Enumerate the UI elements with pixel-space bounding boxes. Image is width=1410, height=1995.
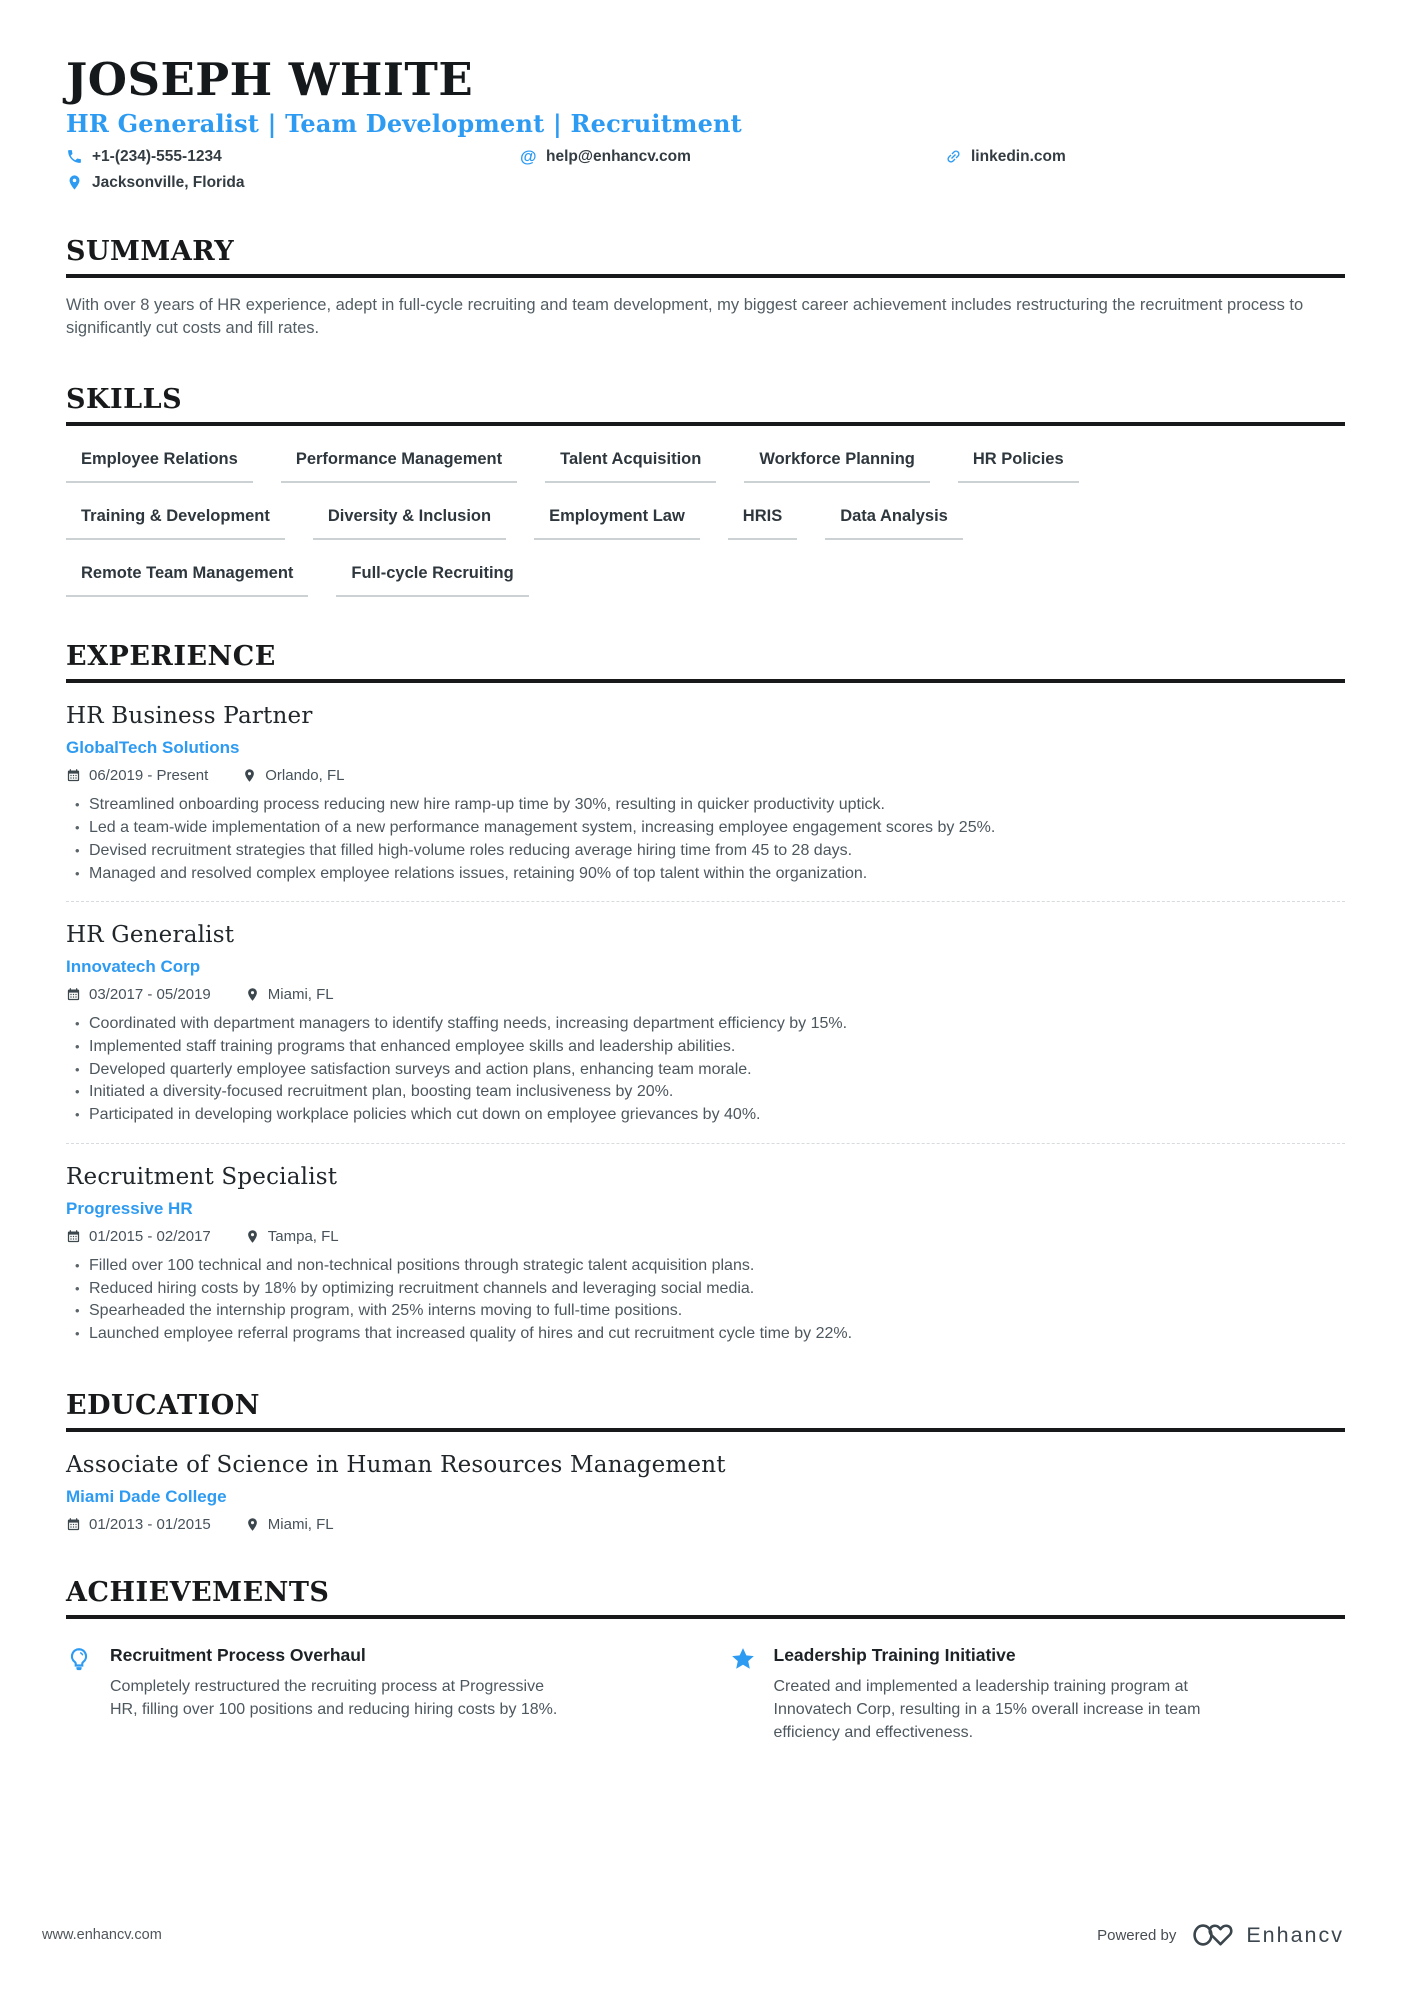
- bullet-dot: •: [75, 1039, 80, 1055]
- location-pin-icon: [245, 987, 260, 1002]
- bullet-item: • Spearheaded the internship program, with 25% interns moving to full-time positions.: [66, 1300, 1345, 1323]
- bullet-item: • Initiated a diversity-focused recruitment plan, boosting team inclusiveness by 20%.: [66, 1081, 1345, 1104]
- calendar-icon: [66, 1229, 81, 1244]
- bullet-dot: •: [75, 1303, 80, 1319]
- job-bullets: [66, 1255, 1345, 1346]
- skill-tag: Training & Development: [66, 507, 285, 540]
- phone-contact: [66, 148, 520, 166]
- achievement-description: Completely restructured the recruiting process at Progressive HR, filling over 100 positions and reducing hiring costs by 18%.: [110, 1677, 558, 1718]
- job-location: Orlando, FL: [242, 767, 344, 784]
- skill-tag: HRIS: [728, 507, 797, 540]
- skill-tag: Performance Management: [281, 450, 517, 483]
- job-separator: [66, 901, 1345, 902]
- date-range: 03/2017 - 05/2019: [66, 986, 211, 1003]
- location-pin-icon: [242, 768, 257, 783]
- skill-tag: Remote Team Management: [66, 564, 308, 597]
- footer-site-link[interactable]: www.enhancv.com: [42, 1927, 162, 1943]
- bullet-item: • Streamlined onboarding process reducing new hire ramp-up time by 30%, resulting in quicker productivity uptick.: [66, 794, 1345, 817]
- bullet-dot: •: [75, 820, 80, 836]
- skills-section: [66, 384, 1345, 597]
- company-name: Innovatech Corp: [66, 957, 201, 977]
- skill-tag: Diversity & Inclusion: [313, 507, 506, 540]
- at-icon: @: [520, 147, 537, 167]
- job-separator: [66, 1143, 1345, 1144]
- achievement-content: [774, 1645, 1226, 1745]
- experience-heading: EXPERIENCE: [66, 641, 1345, 683]
- bullet-item: • Reduced hiring costs by 18% by optimizing recruitment channels and leveraging social media.: [66, 1278, 1345, 1301]
- education-meta: [66, 1516, 1345, 1533]
- degree-title: Associate of Science in Human Resources Management: [66, 1451, 726, 1478]
- email-contact[interactable]: [520, 148, 945, 166]
- date-range: 06/2019 - Present: [66, 767, 208, 784]
- job-location: Miami, FL: [245, 986, 334, 1003]
- skills-row: [66, 507, 1345, 540]
- date-range: 01/2015 - 02/2017: [66, 1228, 211, 1245]
- achievement-item: [730, 1645, 1346, 1745]
- star-icon: [730, 1646, 756, 1672]
- job-title: Recruitment Specialist: [66, 1163, 338, 1190]
- skills-heading: SKILLS: [66, 384, 1345, 426]
- bullet-dot: •: [75, 1257, 80, 1273]
- bullet-item: • Managed and resolved complex employee relations issues, retaining 90% of top talent within the organization.: [66, 863, 1345, 886]
- resume-header: [66, 53, 1345, 192]
- achievements-grid: [66, 1645, 1345, 1745]
- location-pin-icon: [66, 174, 83, 191]
- powered-by-label: Powered by: [1097, 1926, 1177, 1944]
- bullet-item: • Led a team-wide implementation of a new performance management system, increasing employee engagement scores by 25%.: [66, 817, 1345, 840]
- bullet-dot: •: [75, 1084, 80, 1100]
- achievements-heading: ACHIEVEMENTS: [66, 1577, 1345, 1619]
- achievements-section: [66, 1577, 1345, 1745]
- school-name: Miami Dade College: [66, 1486, 227, 1506]
- bullet-dot: •: [75, 865, 80, 881]
- skill-tag: Talent Acquisition: [545, 450, 716, 483]
- location-text: Jacksonville, Florida: [92, 173, 245, 191]
- location-contact: [66, 174, 520, 192]
- bullet-item: • Filled over 100 technical and non-technical positions through strategic talent acquisition plans.: [66, 1255, 1345, 1278]
- bullet-dot: •: [75, 842, 80, 858]
- calendar-icon: [66, 987, 81, 1002]
- bullet-item: • Developed quarterly employee satisfaction surveys and action plans, enhancing team morale.: [66, 1059, 1345, 1082]
- person-title: HR Generalist | Team Development | Recruitment: [66, 108, 742, 138]
- enhancv-logo: [1192, 1921, 1344, 1949]
- linkedin-url[interactable]: linkedin.com: [971, 147, 1066, 165]
- email-address[interactable]: help@enhancv.com: [546, 147, 691, 165]
- skills-row: [66, 564, 1345, 597]
- linkedin-contact[interactable]: [945, 148, 1345, 166]
- link-icon: [945, 148, 962, 165]
- bullet-dot: •: [75, 1280, 80, 1296]
- skill-tag: Workforce Planning: [744, 450, 930, 483]
- phone-icon: [66, 148, 83, 165]
- bullet-dot: •: [75, 1016, 80, 1032]
- education-heading: EDUCATION: [66, 1390, 1345, 1432]
- company-name: GlobalTech Solutions: [66, 738, 240, 758]
- job-title: HR Generalist: [66, 922, 235, 949]
- achievement-item: [66, 1645, 682, 1745]
- achievement-content: [110, 1645, 562, 1721]
- bullet-dot: •: [75, 797, 80, 813]
- calendar-icon: [66, 1517, 81, 1532]
- achievement-title: Leadership Training Initiative: [773, 1644, 1016, 1665]
- skill-tag: HR Policies: [958, 450, 1079, 483]
- experience-entry: [66, 703, 1345, 885]
- bullet-item: • Coordinated with department managers to identify staffing needs, increasing department efficiency by 15%.: [66, 1013, 1345, 1036]
- company-name: Progressive HR: [66, 1198, 193, 1218]
- summary-section: [66, 236, 1345, 341]
- skill-tag: Full-cycle Recruiting: [336, 564, 528, 597]
- bullet-dot: •: [75, 1107, 80, 1123]
- experience-entry: [66, 922, 1345, 1127]
- bullet-item: • Participated in developing workplace policies which cut down on employee grievances by 40%.: [66, 1104, 1345, 1127]
- phone-number: +1-(234)-555-1234: [92, 147, 222, 165]
- person-name: JOSEPH WHITE: [66, 53, 474, 106]
- skill-tag: Employment Law: [534, 507, 700, 540]
- education-entry: [66, 1452, 1345, 1533]
- bullet-item: • Implemented staff training programs that enhanced employee skills and leadership abilities.: [66, 1036, 1345, 1059]
- achievement-title: Recruitment Process Overhaul: [110, 1644, 366, 1665]
- job-meta: [66, 767, 1345, 784]
- summary-heading: SUMMARY: [66, 236, 1345, 278]
- skill-tag: Employee Relations: [66, 450, 253, 483]
- lightbulb-icon: [66, 1646, 92, 1672]
- date-range: 01/2013 - 01/2015: [66, 1516, 211, 1533]
- job-location: Tampa, FL: [245, 1228, 339, 1245]
- job-bullets: [66, 1013, 1345, 1127]
- summary-text: With over 8 years of HR experience, adept in full-cycle recruiting and team development, my biggest career achievement includes restructuring the recruitment process to significantly cut costs and fill rates.: [66, 295, 1304, 338]
- bullet-item: • Devised recruitment strategies that filled high-volume roles reducing average hiring time from 45 to 28 days.: [66, 840, 1345, 863]
- experience-entry: [66, 1164, 1345, 1346]
- experience-section: [66, 641, 1345, 1345]
- location-pin-icon: [245, 1517, 260, 1532]
- page-footer: [0, 1921, 1410, 1949]
- job-bullets: [66, 794, 1345, 885]
- calendar-icon: [66, 768, 81, 783]
- bullet-dot: •: [75, 1061, 80, 1077]
- achievement-description: Created and implemented a leadership training program at Innovatech Corp, resulting in a 15% overall increase in team efficiency and effectiveness.: [773, 1677, 1201, 1742]
- education-section: [66, 1390, 1345, 1533]
- bullet-item: • Launched employee referral programs that increased quality of hires and cut recruitment cycle time by 22%.: [66, 1323, 1345, 1346]
- job-meta: [66, 986, 1345, 1003]
- enhancv-logo-icon: [1192, 1921, 1236, 1949]
- location-pin-icon: [245, 1229, 260, 1244]
- skill-tag: Data Analysis: [825, 507, 963, 540]
- education-location: Miami, FL: [245, 1516, 334, 1533]
- brand-name: Enhancv: [1246, 1922, 1344, 1947]
- skills-row: [66, 450, 1345, 483]
- contact-row: [66, 148, 1345, 192]
- job-meta: [66, 1228, 1345, 1245]
- bullet-dot: •: [75, 1326, 80, 1342]
- job-title: HR Business Partner: [66, 703, 313, 730]
- footer-brand: [1097, 1921, 1344, 1949]
